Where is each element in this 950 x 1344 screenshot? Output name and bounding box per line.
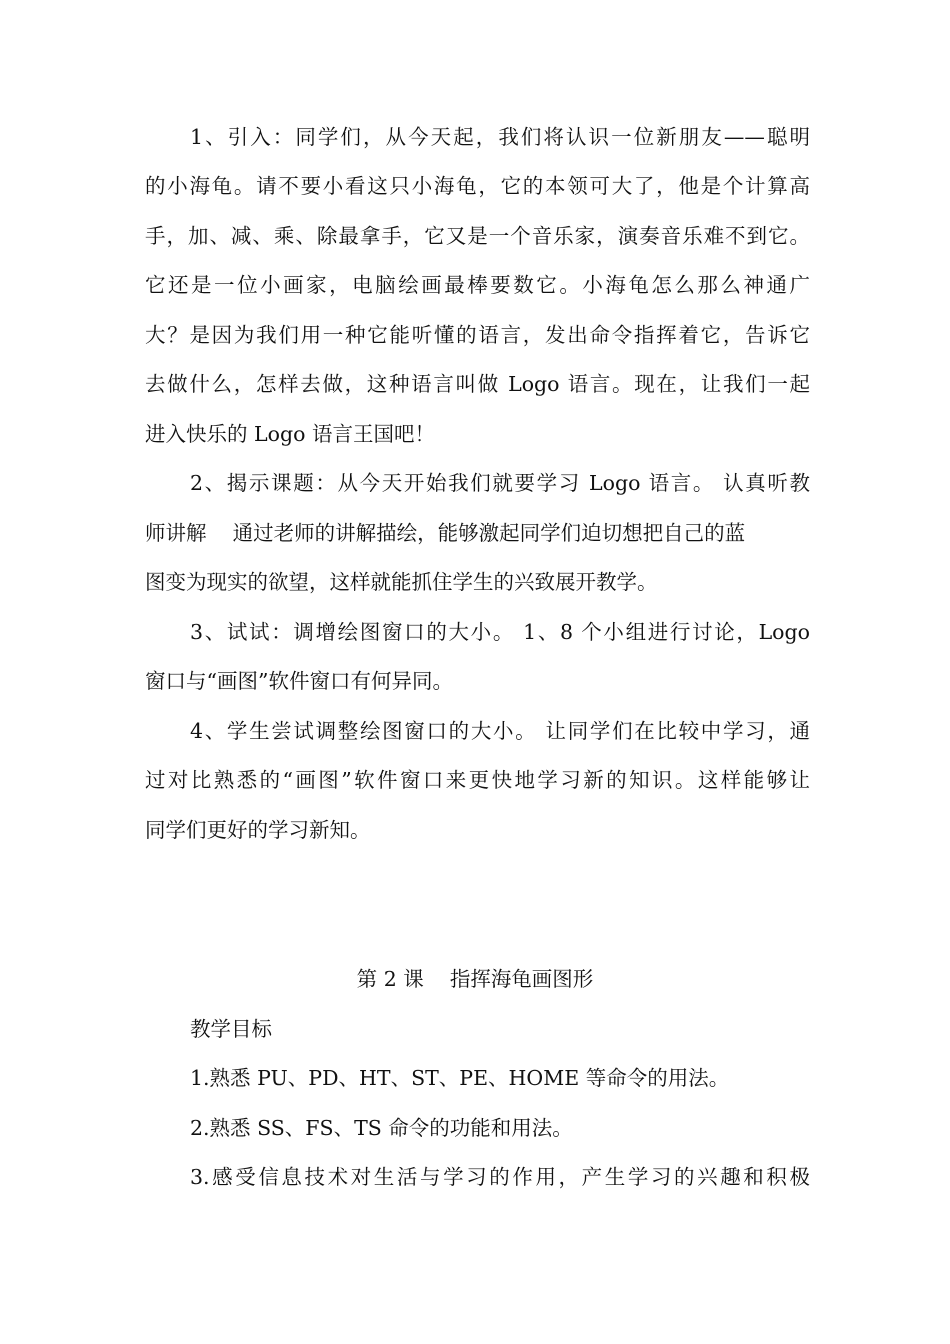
paragraph-2-line-3: 图变为现实的欲望，这样就能抓住学生的兴致展开教学。: [145, 570, 658, 594]
paragraph-3-line-1: 3、试试：调增绘图窗口的大小。 1、8 个小组进行讨论，Logo: [190, 620, 810, 644]
paragraph-1-line-4: 它还是一位小画家，电脑绘画最棒要数它。小海龟怎么那么神通广: [145, 273, 810, 297]
paragraph-3-line-2: 窗口与“画图”软件窗口有何异同。: [145, 669, 453, 693]
paragraph-1-line-7: 进入快乐的 Logo 语言王国吧！: [145, 422, 435, 446]
paragraph-1-line-3: 手，加、减、乘、除最拿手，它又是一个音乐家，演奏音乐难不到它。: [145, 224, 810, 248]
paragraph-4-line-1: 4、学生尝试调整绘图窗口的大小。 让同学们在比较中学习，通: [190, 719, 810, 743]
objective-item-2: 2.熟悉 SS、FS、TS 命令的功能和用法。: [190, 1116, 573, 1140]
objective-item-1: 1.熟悉 PU、PD、HT、ST、PE、HOME 等命令的用法。: [190, 1066, 730, 1090]
paragraph-1-line-1: 1、引入：同学们，从今天起，我们将认识一位新朋友——聪明: [190, 125, 810, 149]
paragraph-2-line-2: 师讲解 通过老师的讲解描绘，能够激起同学们迫切想把自己的蓝: [145, 521, 746, 545]
lesson-title: 第 2 课 指挥海龟画图形: [356, 967, 594, 991]
objectives-heading: 教学目标: [190, 1017, 272, 1041]
paragraph-4-line-2: 过对比熟悉的“画图”软件窗口来更快地学习新的知识。这样能够让: [145, 768, 810, 792]
paragraph-2-line-1: 2、揭示课题：从今天开始我们就要学习 Logo 语言。 认真听教: [190, 471, 810, 495]
paragraph-1-line-2: 的小海龟。请不要小看这只小海龟，它的本领可大了，他是个计算高: [145, 174, 810, 198]
paragraph-1-line-5: 大？是因为我们用一种它能听懂的语言，发出命令指挥着它，告诉它: [145, 323, 810, 347]
paragraph-1-line-6: 去做什么，怎样去做，这种语言叫做 Logo 语言。现在，让我们一起: [145, 372, 810, 396]
objective-item-3: 3.感受信息技术对生活与学习的作用，产生学习的兴趣和积极: [190, 1165, 810, 1189]
paragraph-4-line-3: 同学们更好的学习新知。: [145, 818, 371, 842]
